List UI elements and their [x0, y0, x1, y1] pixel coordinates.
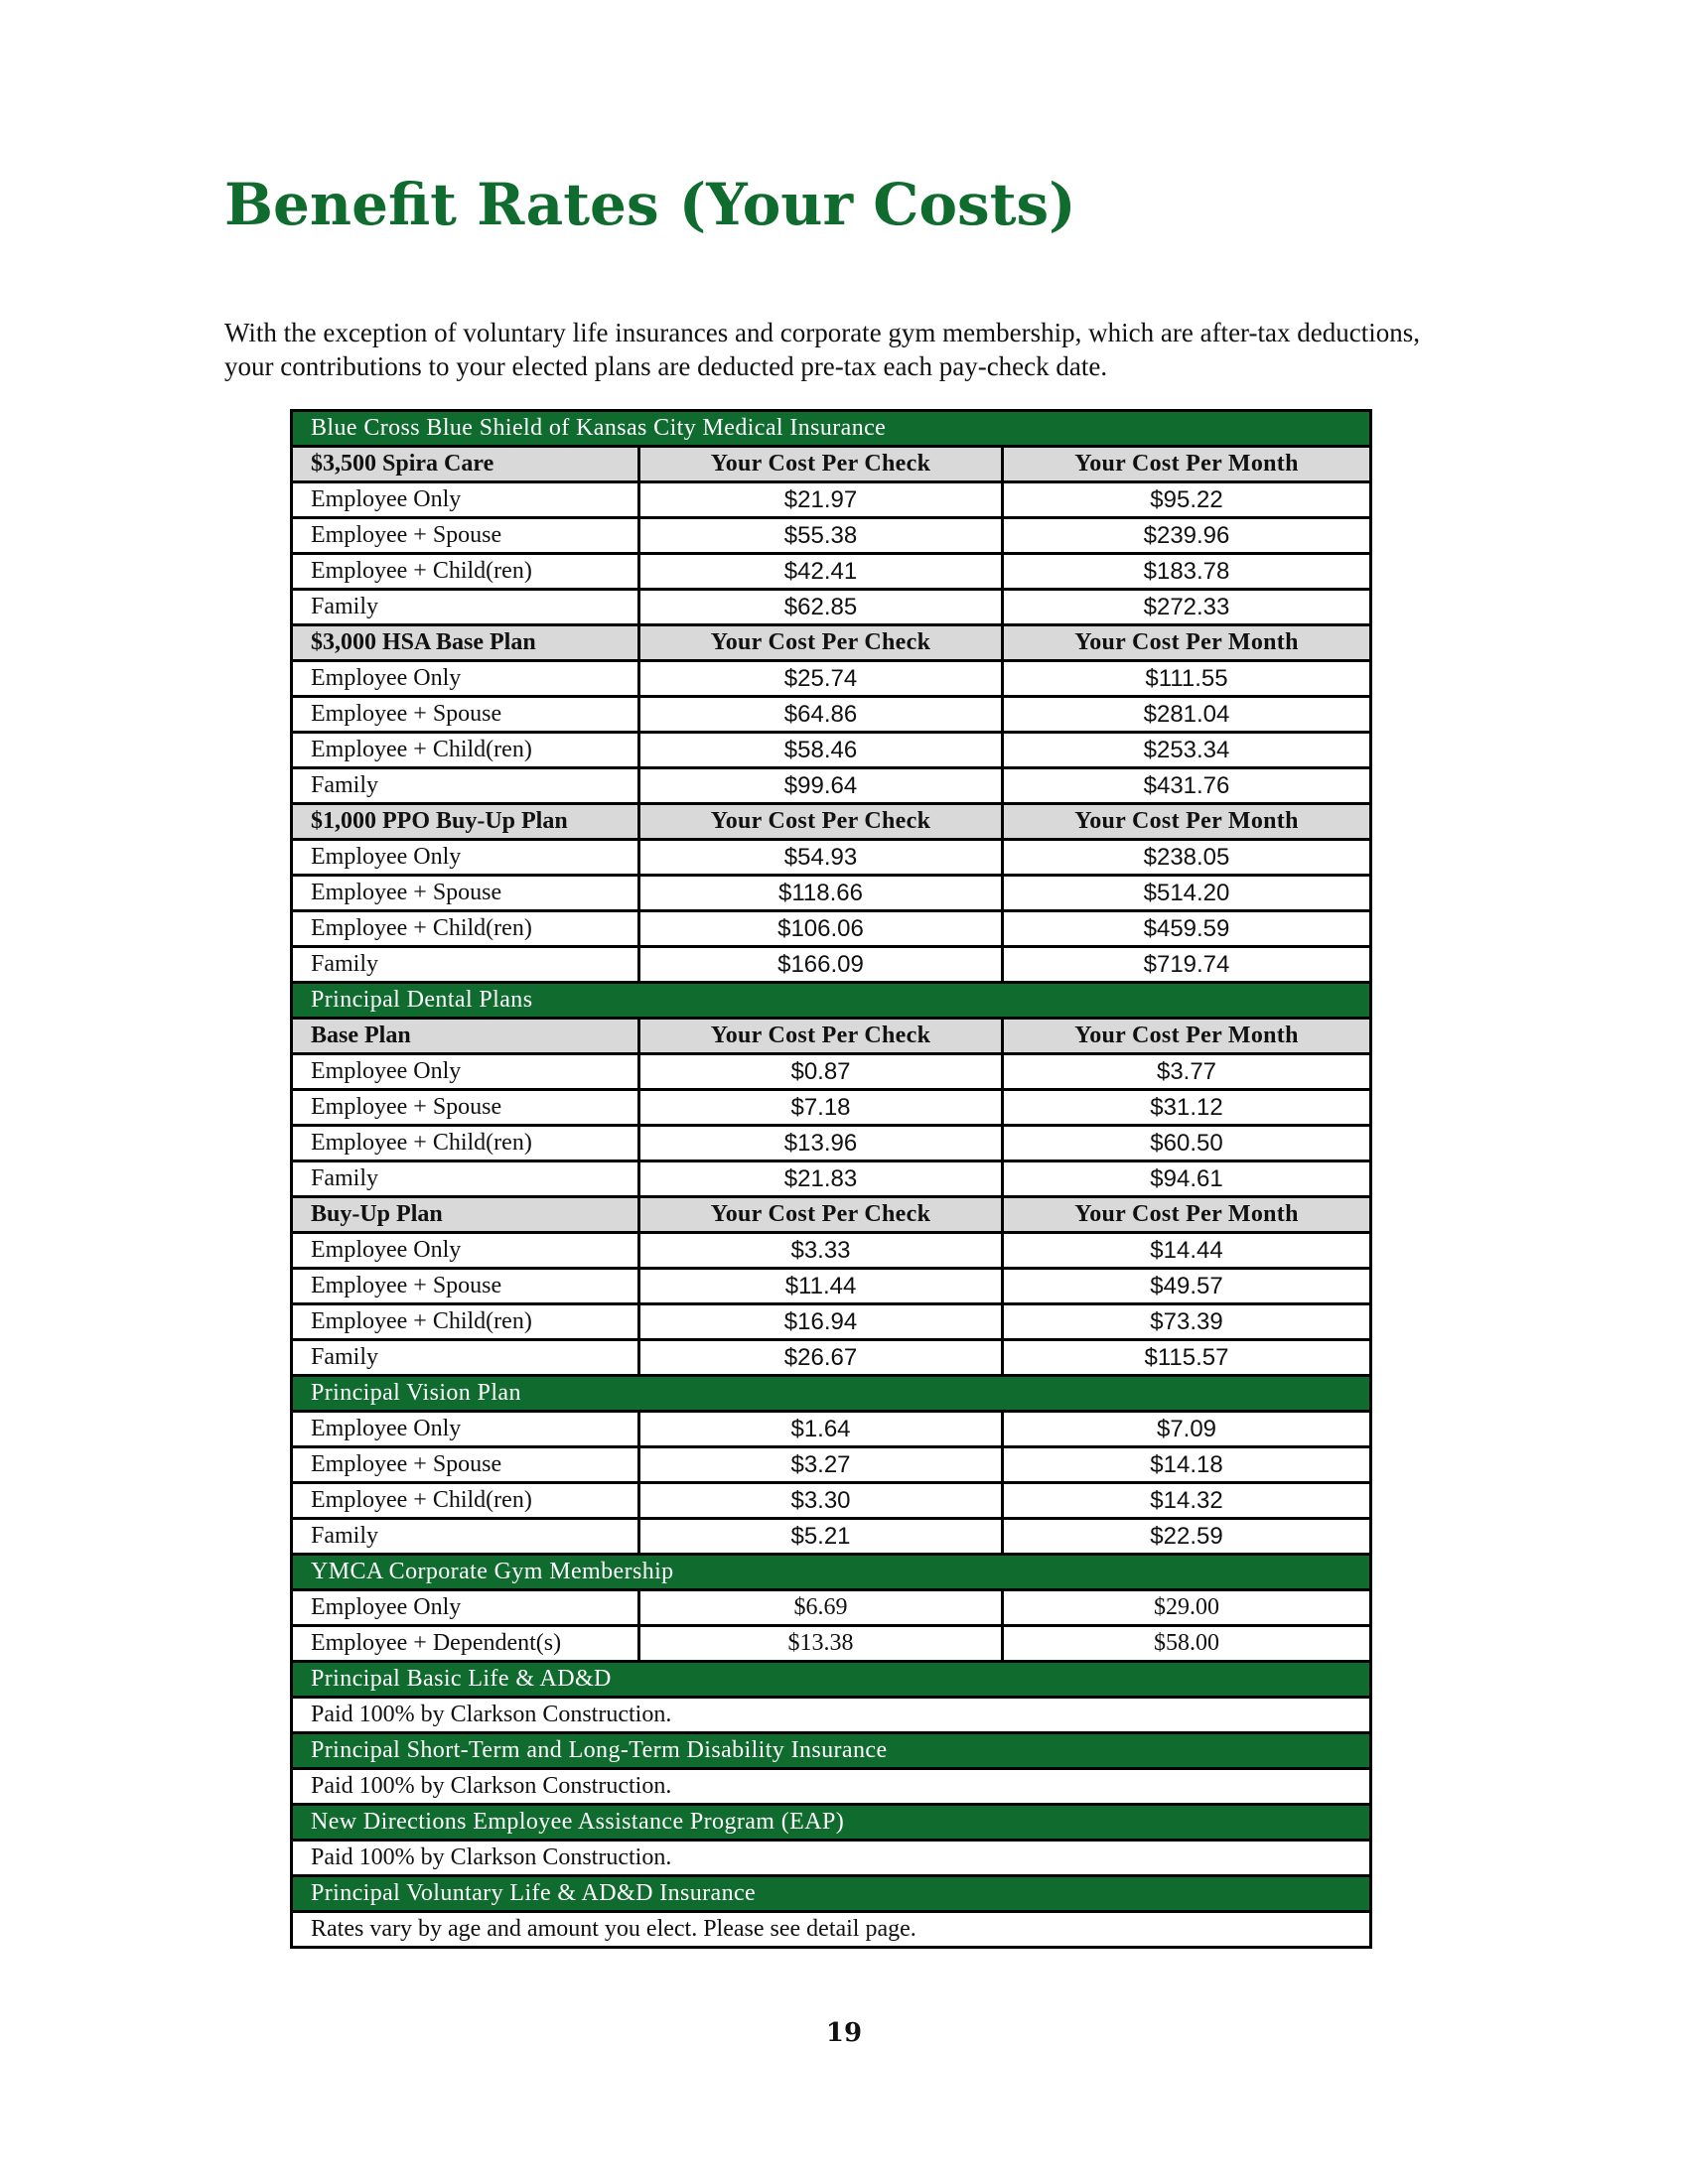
page-title: Benefit Rates (Your Costs) — [224, 171, 1076, 238]
table-row — [292, 1161, 1371, 1197]
cost-per-check: $13.96 — [639, 1126, 1003, 1161]
table-row — [292, 1054, 1371, 1090]
table-row — [292, 1269, 1371, 1304]
cost-per-month: $58.00 — [1003, 1626, 1371, 1662]
cost-per-check: $1.64 — [639, 1412, 1003, 1447]
cost-per-check: $3.30 — [639, 1483, 1003, 1519]
cost-per-check: $64.86 — [639, 697, 1003, 733]
column-header-per-month: Your Cost Per Month — [1003, 1019, 1371, 1054]
section-title: New Directions Employee Assistance Program (EAP) — [292, 1805, 1371, 1841]
section-title: Blue Cross Blue Shield of Kansas City Medical Insurance — [292, 411, 1371, 447]
table-row — [292, 1412, 1371, 1447]
cost-per-month: $431.76 — [1003, 768, 1371, 804]
section-note: Paid 100% by Clarkson Construction. — [292, 1698, 1371, 1733]
coverage-tier: Employee + Spouse — [292, 697, 639, 733]
table-row — [292, 840, 1371, 876]
cost-per-month: $95.22 — [1003, 482, 1371, 518]
cost-per-check: $7.18 — [639, 1090, 1003, 1126]
note-row — [292, 1698, 1371, 1733]
coverage-tier: Employee + Spouse — [292, 1269, 639, 1304]
cost-per-month: $514.20 — [1003, 876, 1371, 911]
cost-per-check: $3.27 — [639, 1447, 1003, 1483]
table-row — [292, 1304, 1371, 1340]
table-row — [292, 911, 1371, 947]
cost-per-month: $281.04 — [1003, 697, 1371, 733]
cost-per-check: $21.97 — [639, 482, 1003, 518]
plan-name: Buy-Up Plan — [292, 1197, 639, 1233]
table-row — [292, 1090, 1371, 1126]
cost-per-check: $58.46 — [639, 733, 1003, 768]
plan-header-spira-care — [292, 447, 1371, 482]
table-row — [292, 1340, 1371, 1376]
cost-per-month: $183.78 — [1003, 554, 1371, 590]
cost-per-check: $13.38 — [639, 1626, 1003, 1662]
coverage-tier: Employee Only — [292, 1590, 639, 1626]
coverage-tier: Family — [292, 590, 639, 625]
section-header-basic-life — [292, 1662, 1371, 1698]
table-row — [292, 1447, 1371, 1483]
coverage-tier: Employee + Spouse — [292, 1447, 639, 1483]
cost-per-check: $0.87 — [639, 1054, 1003, 1090]
cost-per-check: $16.94 — [639, 1304, 1003, 1340]
plan-name: $3,000 HSA Base Plan — [292, 625, 639, 661]
coverage-tier: Family — [292, 1340, 639, 1376]
cost-per-month: $272.33 — [1003, 590, 1371, 625]
section-title: Principal Dental Plans — [292, 983, 1371, 1019]
coverage-tier: Employee + Dependent(s) — [292, 1626, 639, 1662]
coverage-tier: Employee Only — [292, 1412, 639, 1447]
coverage-tier: Employee + Child(ren) — [292, 733, 639, 768]
column-header-per-check: Your Cost Per Check — [639, 804, 1003, 840]
plan-header-dental-base — [292, 1019, 1371, 1054]
section-header-dental — [292, 983, 1371, 1019]
coverage-tier: Family — [292, 768, 639, 804]
section-title: Principal Short-Term and Long-Term Disability Insurance — [292, 1733, 1371, 1769]
coverage-tier: Employee Only — [292, 1054, 639, 1090]
column-header-per-check: Your Cost Per Check — [639, 447, 1003, 482]
cost-per-check: $106.06 — [639, 911, 1003, 947]
column-header-per-month: Your Cost Per Month — [1003, 447, 1371, 482]
coverage-tier: Family — [292, 1161, 639, 1197]
cost-per-check: $166.09 — [639, 947, 1003, 983]
cost-per-month: $3.77 — [1003, 1054, 1371, 1090]
section-title: Principal Vision Plan — [292, 1376, 1371, 1412]
cost-per-month: $111.55 — [1003, 661, 1371, 697]
cost-per-month: $459.59 — [1003, 911, 1371, 947]
cost-per-month: $253.34 — [1003, 733, 1371, 768]
plan-header-dental-buy-up — [292, 1197, 1371, 1233]
cost-per-month: $31.12 — [1003, 1090, 1371, 1126]
column-header-per-month: Your Cost Per Month — [1003, 1197, 1371, 1233]
table-row — [292, 1233, 1371, 1269]
cost-per-month: $49.57 — [1003, 1269, 1371, 1304]
cost-per-month: $22.59 — [1003, 1519, 1371, 1555]
table-row — [292, 733, 1371, 768]
cost-per-month: $14.18 — [1003, 1447, 1371, 1483]
table-row — [292, 518, 1371, 554]
table-row — [292, 1483, 1371, 1519]
plan-header-ppo-buy-up — [292, 804, 1371, 840]
coverage-tier: Family — [292, 1519, 639, 1555]
section-header-gym — [292, 1555, 1371, 1590]
cost-per-month: $14.32 — [1003, 1483, 1371, 1519]
cost-per-check: $25.74 — [639, 661, 1003, 697]
column-header-per-check: Your Cost Per Check — [639, 1197, 1003, 1233]
coverage-tier: Employee + Spouse — [292, 518, 639, 554]
section-note: Paid 100% by Clarkson Construction. — [292, 1841, 1371, 1876]
cost-per-month: $115.57 — [1003, 1340, 1371, 1376]
coverage-tier: Employee + Spouse — [292, 1090, 639, 1126]
coverage-tier: Employee Only — [292, 840, 639, 876]
section-title: YMCA Corporate Gym Membership — [292, 1555, 1371, 1590]
note-row — [292, 1912, 1371, 1948]
cost-per-check: $99.64 — [639, 768, 1003, 804]
cost-per-month: $73.39 — [1003, 1304, 1371, 1340]
coverage-tier: Employee + Child(ren) — [292, 1304, 639, 1340]
coverage-tier: Employee + Child(ren) — [292, 911, 639, 947]
cost-per-check: $118.66 — [639, 876, 1003, 911]
table-row — [292, 1626, 1371, 1662]
coverage-tier: Employee + Spouse — [292, 876, 639, 911]
cost-per-check: $21.83 — [639, 1161, 1003, 1197]
coverage-tier: Employee Only — [292, 661, 639, 697]
table-row — [292, 947, 1371, 983]
cost-per-month: $29.00 — [1003, 1590, 1371, 1626]
section-header-medical — [292, 411, 1371, 447]
table-row — [292, 482, 1371, 518]
coverage-tier: Employee + Child(ren) — [292, 1483, 639, 1519]
table-row — [292, 590, 1371, 625]
plan-name: Base Plan — [292, 1019, 639, 1054]
table-row — [292, 697, 1371, 733]
benefit-rates-table — [290, 409, 1372, 1949]
cost-per-month: $719.74 — [1003, 947, 1371, 983]
cost-per-month: $14.44 — [1003, 1233, 1371, 1269]
cost-per-check: $42.41 — [639, 554, 1003, 590]
cost-per-month: $94.61 — [1003, 1161, 1371, 1197]
section-header-voluntary-life — [292, 1876, 1371, 1912]
table-row — [292, 554, 1371, 590]
table-row — [292, 768, 1371, 804]
cost-per-check: $62.85 — [639, 590, 1003, 625]
cost-per-check: $55.38 — [639, 518, 1003, 554]
cost-per-month: $7.09 — [1003, 1412, 1371, 1447]
cost-per-check: $54.93 — [639, 840, 1003, 876]
coverage-tier: Employee Only — [292, 482, 639, 518]
section-title: Principal Basic Life & AD&D — [292, 1662, 1371, 1698]
table-row — [292, 1126, 1371, 1161]
cost-per-check: $11.44 — [639, 1269, 1003, 1304]
coverage-tier: Employee Only — [292, 1233, 639, 1269]
table-row — [292, 1590, 1371, 1626]
note-row — [292, 1769, 1371, 1805]
cost-per-check: $6.69 — [639, 1590, 1003, 1626]
section-title: Principal Voluntary Life & AD&D Insurance — [292, 1876, 1371, 1912]
table-row — [292, 1519, 1371, 1555]
section-header-eap — [292, 1805, 1371, 1841]
page-number: 19 — [825, 2018, 863, 2048]
section-header-disability — [292, 1733, 1371, 1769]
column-header-per-check: Your Cost Per Check — [639, 625, 1003, 661]
plan-name: $1,000 PPO Buy-Up Plan — [292, 804, 639, 840]
table-row — [292, 876, 1371, 911]
plan-header-hsa-base — [292, 625, 1371, 661]
coverage-tier: Employee + Child(ren) — [292, 1126, 639, 1161]
cost-per-check: $5.21 — [639, 1519, 1003, 1555]
section-note: Rates vary by age and amount you elect. Please see detail page. — [292, 1912, 1371, 1948]
column-header-per-check: Your Cost Per Check — [639, 1019, 1003, 1054]
cost-per-check: $3.33 — [639, 1233, 1003, 1269]
coverage-tier: Family — [292, 947, 639, 983]
coverage-tier: Employee + Child(ren) — [292, 554, 639, 590]
column-header-per-month: Your Cost Per Month — [1003, 804, 1371, 840]
cost-per-month: $239.96 — [1003, 518, 1371, 554]
plan-name: $3,500 Spira Care — [292, 447, 639, 482]
table-row — [292, 661, 1371, 697]
section-header-vision — [292, 1376, 1371, 1412]
cost-per-month: $238.05 — [1003, 840, 1371, 876]
section-note: Paid 100% by Clarkson Construction. — [292, 1769, 1371, 1805]
column-header-per-month: Your Cost Per Month — [1003, 625, 1371, 661]
cost-per-check: $26.67 — [639, 1340, 1003, 1376]
intro-paragraph: With the exception of voluntary life insurances and corporate gym membership, which are after-tax deductions, your contributions to your elected plans are deducted pre-tax each pay-check date. — [224, 318, 1420, 381]
note-row — [292, 1841, 1371, 1876]
cost-per-month: $60.50 — [1003, 1126, 1371, 1161]
